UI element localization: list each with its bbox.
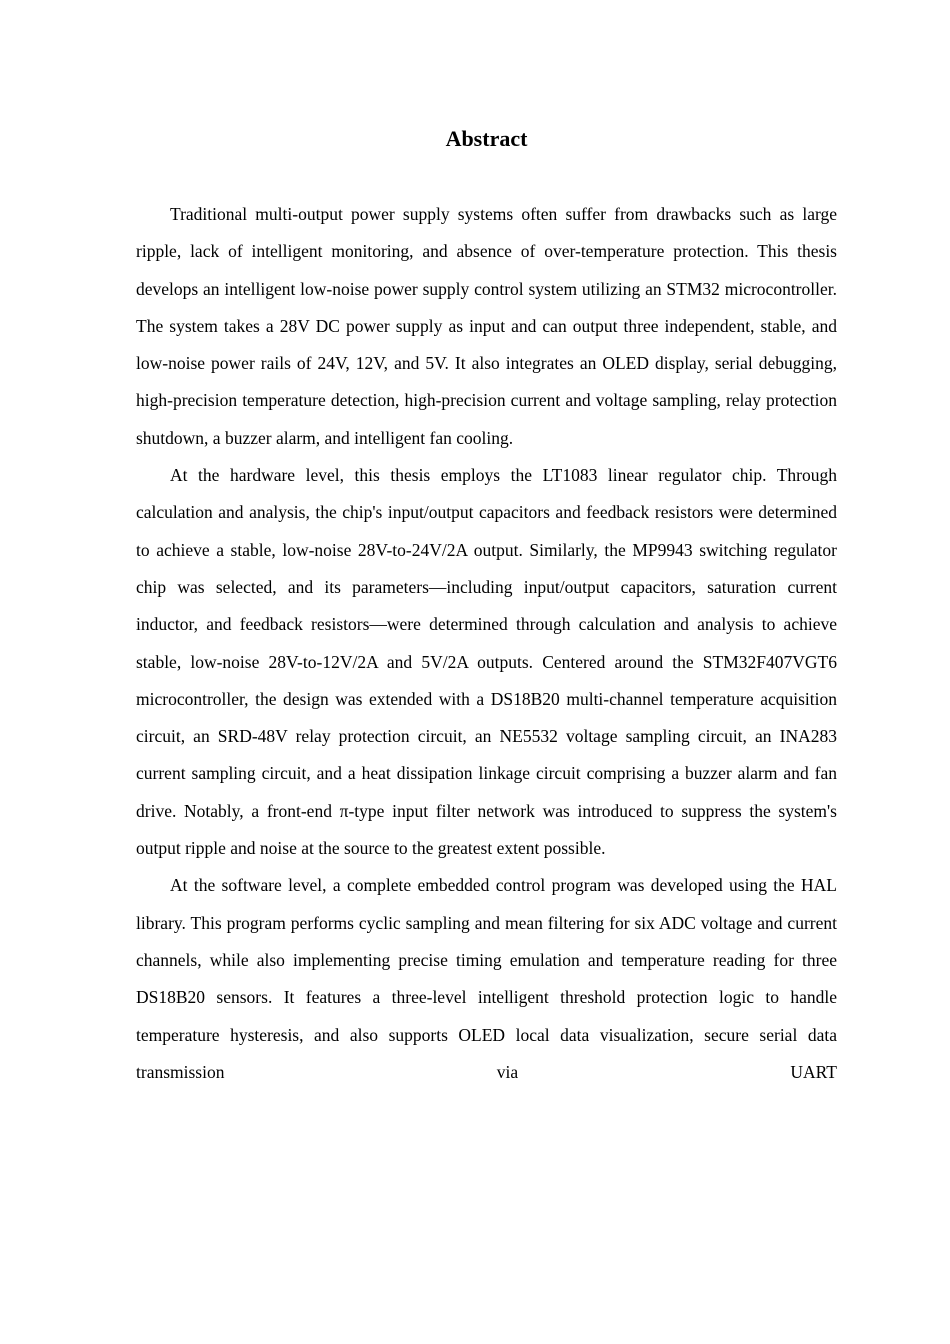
abstract-paragraph: Traditional multi-output power supply systems often suffer from drawbacks such as large ripple, lack of intelligent monitoring, and absence of over-temperature protection. This thesis develops an intelligent low-noise power supply control system utilizing an STM32 microcontroller. The system takes a 28V DC power supply as input and can output three independent, stable, and low-noise power rails of 24V, 12V, and 5V. It also integrates an OLED display, serial debugging, high-precision temperature detection, high-precision current and voltage sampling, relay protection shutdown, a buzzer alarm, and intelligent fan cooling. <box>136 204 837 448</box>
abstract-paragraph: At the software level, a complete embedded control program was developed using the HAL library. This program performs cyclic sampling and mean filtering for six ADC voltage and current channels, while also implementing precise timing emulation and temperature reading for three DS18B20 sensors. It features a three-level intelligent threshold protection logic to handle temperature hysteresis, and also supports OLED local data visualization, secure serial data transmission via UART <box>136 875 837 1082</box>
abstract-body <box>136 196 837 1091</box>
abstract-paragraph: At the hardware level, this thesis employs the LT1083 linear regulator chip. Through calculation and analysis, the chip's input/output capacitors and feedback resistors were determined to achieve a stable, low-noise 28V-to-24V/2A output. Similarly, the MP9943 switching regulator chip was selected, and its parameters—including input/output capacitors, saturation current inductor, and feedback resistors—were determined through calculation and analysis to achieve stable, low-noise 28V-to-12V/2A and 5V/2A outputs. Centered around the STM32F407VGT6 microcontroller, the design was extended with a DS18B20 multi-channel temperature acquisition circuit, an SRD-48V relay protection circuit, an NE5532 voltage sampling circuit, an INA283 current sampling circuit, and a heat dissipation linkage circuit comprising a buzzer alarm and fan drive. Notably, a front-end π-type input filter network was introduced to suppress the system's output ripple and noise at the source to the greatest extent possible. <box>136 465 837 859</box>
page-title: Abstract <box>445 126 528 151</box>
